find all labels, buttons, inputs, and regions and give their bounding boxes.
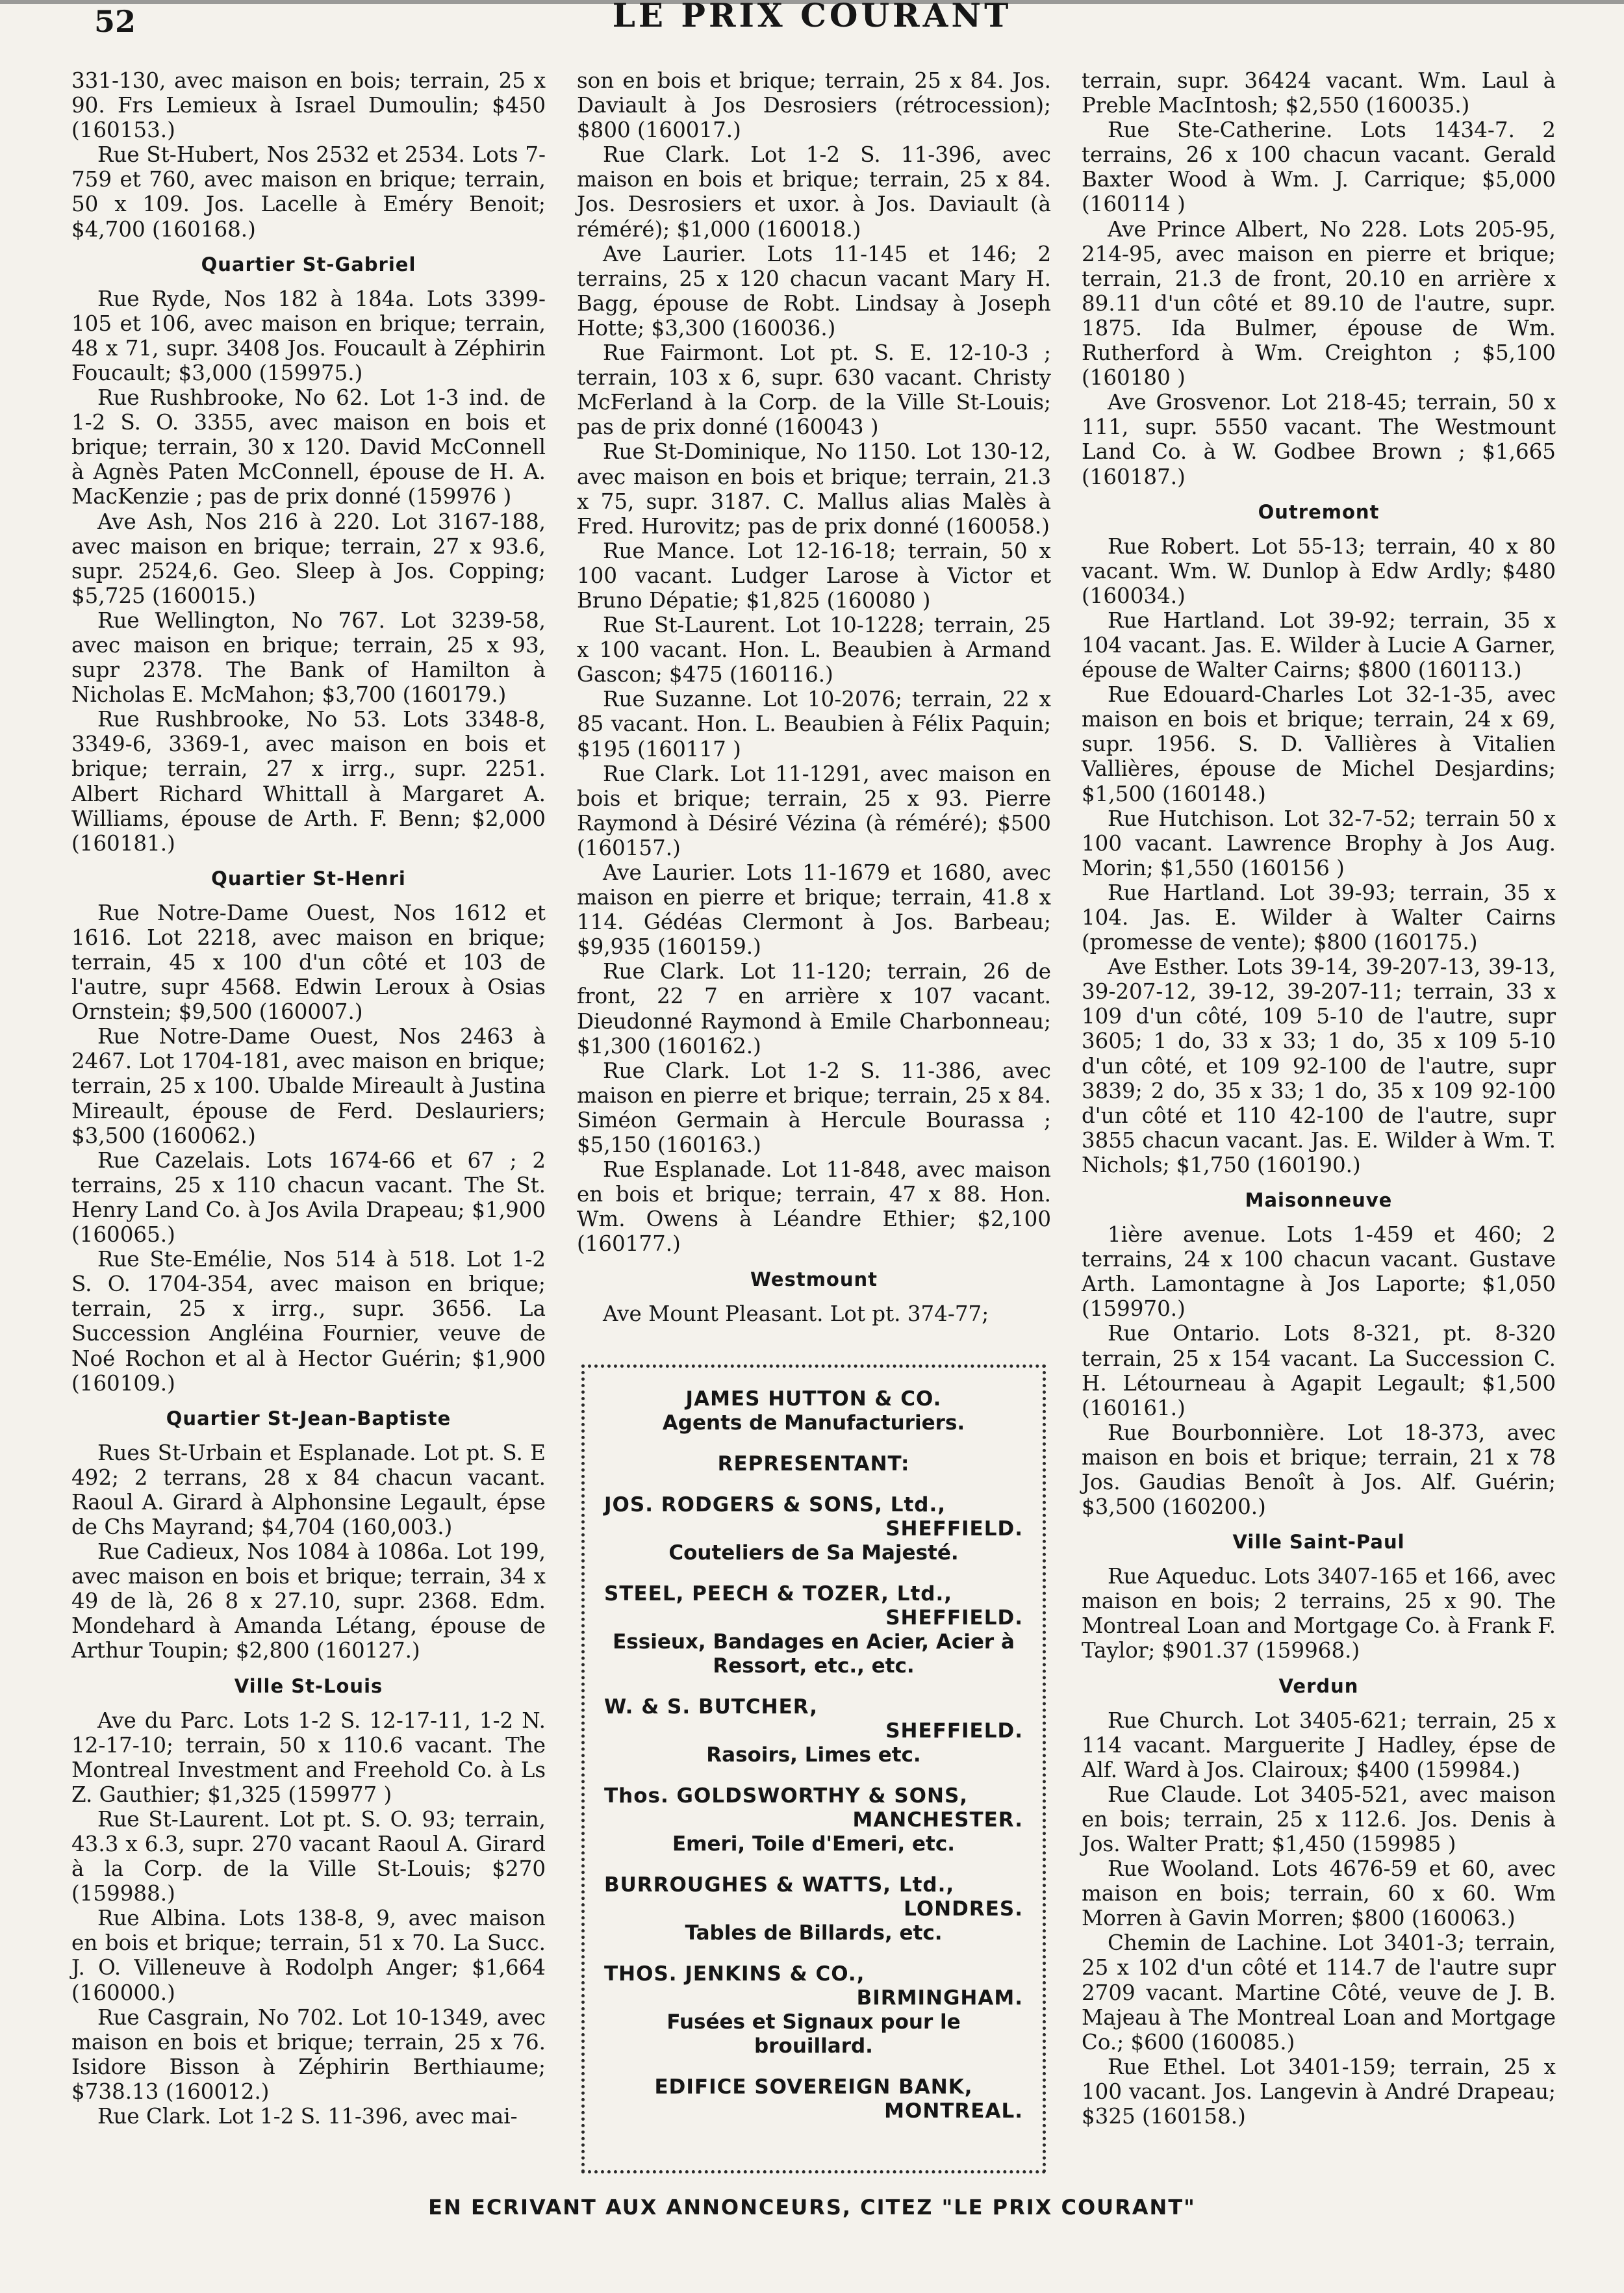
section-heading: Quartier St-Gabriel	[201, 253, 416, 275]
property-transaction: Rue Notre-Dame Ouest, Nos 1612 et 1616. Lot 2218, avec maison en brique; terrain, 45 x 100 d'un côté et 103 de l'autre, supr 4568. Edwin Leroux à Osias Ornstein; $9,500 (160007.)	[71, 900, 546, 1025]
ad-firm-name: JAMES HUTTON & CO.	[685, 1387, 942, 1411]
ad-company-products: Rasoirs, Limes etc.	[706, 1743, 921, 1767]
ad-company	[604, 1493, 1023, 1565]
page-title: LE PRIX COURANT	[612, 0, 1012, 34]
ad-company-city: LONDRES.	[904, 1897, 1023, 1921]
ad-company-city: SHEFFIELD.	[885, 1606, 1023, 1630]
property-transaction: Rue Clark. Lot 11-120; terrain, 26 de front, 22 7 en arrière x 107 vacant. Dieudonné Raymond à Emile Charbonneau; $1,300 (160162.)	[577, 959, 1051, 1058]
section-heading: Maisonneuve	[1245, 1189, 1393, 1212]
ad-company-name: W. & S. BUTCHER,	[604, 1695, 818, 1719]
property-transaction: 331-130, avec maison en bois; terrain, 25 x 90. Frs Lemieux à Israel Dumoulin; $450 (160153.)	[71, 68, 546, 143]
property-transaction: Rue Clark. Lot 1-2 S. 11-396, avec mai-	[97, 2104, 518, 2129]
property-transaction: terrain, supr. 36424 vacant. Wm. Laul à Preble MacIntosh; $2,550 (160035.)	[1082, 68, 1556, 118]
ad-address-line1: EDIFICE SOVEREIGN BANK,	[654, 2075, 973, 2099]
property-transaction: Rue Albina. Lots 138-8, 9, avec maison en bois et brique; terrain, 51 x 70. La Succ. J. O. Villeneuve à Rodolph Anger; $1,664 (160000.)	[71, 1906, 546, 2005]
property-transaction: Rue Ryde, Nos 182 à 184a. Lots 3399-105 et 106, avec maison en brique; terrain, 48 x 71, supr. 3408 Jos. Foucault à Zéphirin Foucault; $3,000 (159975.)	[71, 286, 546, 385]
section-heading: Ville Saint-Paul	[1232, 1531, 1405, 1554]
property-transaction: Rue Esplanade. Lot 11-848, avec maison en bois et brique; terrain, 47 x 88. Hon. Wm. Owens à Léandre Ethier; $2,100 (160177.)	[577, 1157, 1051, 1257]
property-transaction: Rue Robert. Lot 55-13; terrain, 40 x 80 vacant. Wm. W. Dunlop à Edw Ardly; $480 (160034.)	[1082, 533, 1556, 608]
property-transaction: Ave du Parc. Lots 1-2 S. 12-17-11, 1-2 N. 12-17-10; terrain, 50 x 110.6 vacant. The Montreal Investment and Freehold Co. à Ls Z. Gauthier; $1,325 (159977 )	[71, 1708, 546, 1807]
ad-company-products: Couteliers de Sa Majesté.	[668, 1541, 959, 1565]
ad-company-city: SHEFFIELD.	[885, 1517, 1023, 1541]
page-number: 52	[94, 4, 136, 39]
ad-company-name: BURROUGHES & WATTS, Ltd.,	[604, 1873, 955, 1897]
ad-company-name: Thos. GOLDSWORTHY & SONS,	[604, 1784, 969, 1808]
property-transaction: Rue Wellington, No 767. Lot 3239-58, avec maison en brique; terrain, 25 x 93, supr 2378. The Bank of Hamilton à Nicholas E. McMahon; $3,700 (160179.)	[71, 608, 546, 708]
ad-company-products: Fusées et Signaux pour le brouillard.	[666, 2010, 961, 2058]
property-transaction: Rue Clark. Lot 1-2 S. 11-386, avec maison en pierre et brique; terrain, 25 x 84. Siméon Germain à Hercule Bourassa ; $5,150 (160163.)	[577, 1058, 1051, 1158]
column-3	[1082, 68, 1556, 2129]
property-transaction: Rue Edouard-Charles Lot 32-1-35, avec maison en bois et brique; terrain, 24 x 69, supr. 1956. S. D. Vallières à Vitalien Vallières, épouse de Michel Desjardins; $1,500 (160148.)	[1082, 682, 1556, 806]
property-transaction: Rue Suzanne. Lot 10-2076; terrain, 22 x 85 vacant. Hon. L. Beaubien à Félix Paquin; $195 (160117 )	[577, 687, 1051, 762]
column-2	[577, 68, 1051, 1326]
property-transaction: Ave Laurier. Lots 11-145 et 146; 2 terrains, 25 x 120 chacun vacant Mary H. Bagg, épouse de Robt. Lindsay à Joseph Hotte; $3,300 (160036.)	[577, 241, 1051, 340]
property-transaction: Rue Ste-Catherine. Lots 1434-7. 2 terrains, 26 x 100 chacun vacant. Gerald Baxter Wood à Wm. J. Carrique; $5,000 (160114 )	[1082, 118, 1556, 217]
ad-company	[604, 1873, 1023, 1945]
ad-representing-label: REPRESENTANT:	[717, 1452, 910, 1476]
property-transaction: Rue Bourbonnière. Lot 18-373, avec maison en bois et brique; terrain, 21 x 78 Jos. Gaudias Benoît à Jos. Alf. Guérin; $3,500 (160200.)	[1082, 1420, 1556, 1520]
property-transaction: Rues St-Urbain et Esplanade. Lot pt. S. E 492; 2 terrans, 28 x 84 chacun vacant. Raoul A. Girard à Alphonsine Legault, épse de Chs Mayrand; $4,704 (160,003.)	[71, 1440, 546, 1539]
ad-company	[604, 1784, 1023, 1856]
ad-company-city: MANCHESTER.	[852, 1808, 1023, 1832]
property-transaction: Rue Hartland. Lot 39-92; terrain, 35 x 104 vacant. Jas. E. Wilder à Lucie A Garner, épouse de Walter Cairns; $800 (160113.)	[1082, 608, 1556, 683]
property-transaction: 1ière avenue. Lots 1-459 et 460; 2 terrains, 24 x 100 chacun vacant. Gustave Arth. Lamontagne à Jos Laporte; $1,050 (159970.)	[1082, 1222, 1556, 1322]
property-transaction: Chemin de Lachine. Lot 3401-3; terrain, 25 x 102 d'un côté et 114.7 de l'autre supr 2709 vacant. Martine Côté, veuve de J. B. Majeau à The Montreal Loan and Mortgage Co.; $600 (160085.)	[1082, 1930, 1556, 2055]
property-transaction: Rue Ethel. Lot 3401-159; terrain, 25 x 100 vacant. Jos. Langevin à André Drapeau; $325 (160158.)	[1082, 2054, 1556, 2129]
ad-company-products: Tables de Billards, etc.	[685, 1921, 943, 1945]
section-heading: Verdun	[1278, 1674, 1359, 1697]
ad-company-name: STEEL, PEECH & TOZER, Ltd.,	[604, 1582, 953, 1606]
property-transaction: Ave Ash, Nos 216 à 220. Lot 3167-188, avec maison en brique; terrain, 27 x 93.6, supr. 2524,6. Geo. Sleep à Jos. Copping; $5,725 (160015.)	[71, 509, 546, 608]
property-transaction: Rue Clark. Lot 11-1291, avec maison en bois et brique; terrain, 25 x 93. Pierre Raymond à Désiré Vézina (à réméré); $500 (160157.)	[577, 761, 1051, 860]
ad-company-list	[604, 1493, 1023, 2058]
property-transaction: Ave Esther. Lots 39-14, 39-207-13, 39-13, 39-207-12, 39-12, 39-207-11; terrain, 33 x 109 d'un côté, 109 5-10 de l'autre, supr 3605; 1 do, 33 x 33; 1 do, 35 x 109 5-10 d'un côté, et 109 92-100 de l'autre, supr 3839; 2 do, 35 x 33; 1 do, 35 x 109 92-100 d'un côté et 110 42-100 de l'autre, supr 3855 chacun vacant. Jas. E. Wilder à Wm. T. Nichols; $1,750 (160190.)	[1082, 954, 1556, 1177]
property-transaction: Rue St-Laurent. Lot 10-1228; terrain, 25 x 100 vacant. Hon. L. Beaubien à Armand Gascon; $475 (160116.)	[577, 613, 1051, 687]
property-transaction: Ave Grosvenor. Lot 218-45; terrain, 50 x 111, supr. 5550 vacant. The Westmount Land Co. à W. Godbee Brown ; $1,665 (160187.)	[1082, 390, 1556, 489]
property-transaction: Rue Cazelais. Lots 1674-66 et 67 ; 2 terrains, 25 x 110 chacun vacant. The St. Henry Land Co. à Jos Avila Drapeau; $1,900 (160065.)	[71, 1147, 546, 1248]
property-transaction: Rue Rushbrooke, No 53. Lots 3348-8, 3349-6, 3369-1, avec maison en bois et brique; terrain, 27 x irrg., supr. 2251. Albert Richard Whittall à Margaret A. Williams, épouse de Arth. F. Benn; $2,000 (160181.)	[71, 707, 546, 856]
property-transaction: Rue Rushbrooke, No 62. Lot 1-3 ind. de 1-2 S. O. 3355, avec maison en bois et brique; terrain, 30 x 120. David McConnell à Agnès Paten McConnell, épouse de H. A. MacKenzie ; pas de prix donné (159976 )	[71, 385, 546, 509]
property-transaction: Rue Cadieux, Nos 1084 à 1086a. Lot 199, avec maison en bois et brique; terrain, 34 x 49 de là, 26 8 x 27.10, supr. 2368. Edm. Mondehard à Amanda Létang, épouse de Arthur Toupin; $2,800 (160127.)	[71, 1539, 546, 1663]
property-transaction: Ave Mount Pleasant. Lot pt. 374-77;	[603, 1301, 989, 1326]
footer-notice: EN ECRIVANT AUX ANNONCEURS, CITEZ "LE PRIX COURANT"	[428, 2195, 1196, 2220]
property-transaction: Rue Casgrain, No 702. Lot 10-1349, avec maison en bois et brique; terrain, 25 x 76. Isidore Bisson à Zéphirin Berthiaume; $738.13 (160012.)	[71, 2005, 546, 2104]
property-transaction: Rue Ste-Emélie, Nos 514 à 518. Lot 1-2 S. O. 1704-354, avec maison en brique; terrain, 25 x irrg., supr. 3656. La Succession Angléina Fournier, veuve de Noé Rochon et al à Hector Guérin; $1,900 (160109.)	[71, 1247, 546, 1396]
ad-company	[604, 1695, 1023, 1767]
property-transaction: Ave Laurier. Lots 11-1679 et 1680, avec maison en pierre et brique; terrain, 41.8 x 114. Gédéas Clermont à Jos. Barbeau; $9,935 (160159.)	[577, 860, 1051, 960]
ad-tagline: Agents de Manufacturiers.	[662, 1411, 965, 1435]
advertisement-box	[581, 1364, 1046, 2173]
ad-company-products: Emeri, Toile d'Emeri, etc.	[672, 1832, 956, 1856]
property-transaction: Rue Claude. Lot 3405-521, avec maison en bois; terrain, 25 x 112.6. Jos. Denis à Jos. Walter Pratt; $1,450 (159985 )	[1082, 1782, 1556, 1856]
property-transaction: son en bois et brique; terrain, 25 x 84. Jos. Daviault à Jos Desrosiers (rétrocession); $800 (160017.)	[577, 68, 1051, 143]
property-transaction: Rue Wooland. Lots 4676-59 et 60, avec maison en bois; terrain, 60 x 60. Wm Morren à Gavin Morren; $800 (160063.)	[1082, 1856, 1556, 1931]
property-transaction: Rue Ontario. Lots 8-321, pt. 8-320 terrain, 25 x 154 vacant. La Succession C. H. Létourneau à Agapit Legault; $1,500 (160161.)	[1082, 1321, 1556, 1420]
property-transaction: Ave Prince Albert, No 228. Lots 205-95, 214-95, avec maison en pierre et brique; terrain, 21.3 de front, 20.10 en arrière x 89.11 d'un côté et 89.10 de l'autre, supr. 1875. Ida Bulmer, épouse de Wm. Rutherford à Wm. Creighton ; $5,100 (160180 )	[1082, 216, 1556, 391]
property-transaction: Rue Notre-Dame Ouest, Nos 2463 à 2467. Lot 1704-181, avec maison en brique; terrain, 25 x 100. Ubalde Mireault à Justina Mireault, épouse de Ferd. Deslauriers; $3,500 (160062.)	[71, 1024, 546, 1148]
section-heading: Quartier St-Jean-Baptiste	[166, 1407, 451, 1429]
ad-company-name: THOS. JENKINS & CO.,	[604, 1962, 865, 1986]
ad-company-city: SHEFFIELD.	[885, 1719, 1023, 1743]
property-transaction: Rue Mance. Lot 12-16-18; terrain, 50 x 100 vacant. Ludger Larose à Victor et Bruno Dépatie; $1,825 (160080 )	[577, 538, 1051, 613]
ad-company	[604, 1962, 1023, 2058]
property-transaction: Rue Clark. Lot 1-2 S. 11-396, avec maison en bois et brique; terrain, 25 x 84. Jos. Desrosiers et uxor. à Jos. Daviault (à réméré); $1,000 (160018.)	[577, 142, 1051, 242]
property-transaction: Rue St-Dominique, No 1150. Lot 130-12, avec maison en bois et brique; terrain, 21.3 x 75, supr. 3187. C. Mallus alias Malès à Fred. Hurovitz; pas de prix donné (160058.)	[577, 439, 1051, 539]
column-1	[71, 68, 546, 2129]
property-transaction: Rue St-Hubert, Nos 2532 et 2534. Lots 7-759 et 760, avec maison en brique; terrain, 50 x 109. Jos. Lacelle à Eméry Benoit; $4,700 (160168.)	[71, 142, 546, 242]
ad-company-city: BIRMINGHAM.	[856, 1986, 1023, 2010]
property-transaction: Rue Hartland. Lot 39-93; terrain, 35 x 104. Jas. E. Wilder à Walter Cairns (promesse de vente); $800 (160175.)	[1082, 880, 1556, 955]
property-transaction: Rue Aqueduc. Lots 3407-165 et 166, avec maison en bois; 2 terrains, 25 x 90. The Montreal Loan and Mortgage Co. à Frank F. Taylor; $901.37 (159968.)	[1082, 1564, 1556, 1663]
property-transaction: Rue Fairmont. Lot pt. S. E. 12-10-3 ; terrain, 103 x 6, supr. 630 vacant. Christy McFerland à la Corp. de la Ville St-Louis; pas de prix donné (160043 )	[577, 340, 1051, 440]
section-heading: Ville St-Louis	[234, 1674, 383, 1697]
section-heading: Westmount	[750, 1268, 878, 1290]
ad-company-products: Essieux, Bandages en Acier, Acier à Ressort, etc., etc.	[613, 1630, 1015, 1678]
property-transaction: Rue Church. Lot 3405-621; terrain, 25 x 114 vacant. Marguerite J Hadley, épse de Alf. Ward à Jos. Clairoux; $400 (159984.)	[1082, 1708, 1556, 1782]
property-transaction: Rue Hutchison. Lot 32-7-52; terrain 50 x 100 vacant. Lawrence Brophy à Jos Aug. Morin; $1,550 (160156 )	[1082, 806, 1556, 880]
section-heading: Outremont	[1258, 500, 1380, 523]
property-transaction: Rue St-Laurent. Lot pt. S. O. 93; terrain, 43.3 x 6.3, supr. 270 vacant Raoul A. Girard à la Corp. de la Ville St-Louis; $270 (159988.)	[71, 1806, 546, 1906]
ad-address-line2: MONTREAL.	[884, 2099, 1023, 2123]
ad-company-name: JOS. RODGERS & SONS, Ltd.,	[604, 1493, 946, 1517]
ad-company	[604, 1582, 1023, 1678]
section-heading: Quartier St-Henri	[211, 867, 406, 890]
